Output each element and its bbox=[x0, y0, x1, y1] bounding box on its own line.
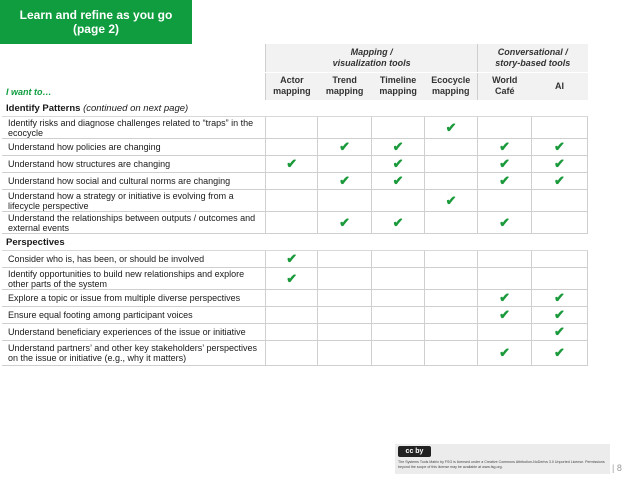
i-want-label: I want to… bbox=[6, 87, 52, 97]
matrix-cell bbox=[372, 341, 425, 366]
row-label: Explore a topic or issue from multiple diverse perspectives bbox=[2, 290, 266, 307]
matrix-cell bbox=[266, 268, 318, 290]
matrix-cell bbox=[478, 290, 532, 307]
matrix-cell bbox=[532, 324, 588, 341]
matrix-cell bbox=[318, 307, 372, 324]
matrix-row bbox=[2, 117, 588, 139]
checkmark-icon: ✔ bbox=[499, 156, 510, 171]
checkmark-icon: ✔ bbox=[339, 173, 351, 188]
matrix-cell bbox=[372, 290, 425, 307]
tool-header-5: AI bbox=[532, 72, 588, 100]
matrix-cell bbox=[532, 341, 588, 366]
matrix-cell bbox=[425, 212, 478, 234]
matrix-row bbox=[2, 173, 588, 190]
row-label: Identify risks and diagnose challenges related to “traps” in the ecocycle bbox=[2, 117, 266, 139]
matrix-cell bbox=[372, 190, 425, 212]
matrix-cell bbox=[318, 251, 372, 268]
matrix-cell bbox=[372, 212, 425, 234]
matrix-cell bbox=[318, 139, 372, 156]
matrix-cell bbox=[532, 173, 588, 190]
tool-header-2: Timeline mapping bbox=[372, 72, 425, 100]
matrix-cell bbox=[532, 190, 588, 212]
matrix-cell bbox=[425, 251, 478, 268]
cc-license-icon: cc by bbox=[398, 446, 431, 457]
license-block bbox=[395, 444, 610, 474]
tool-header-0: Actor mapping bbox=[266, 72, 318, 100]
page-number: | 8 bbox=[612, 463, 622, 473]
matrix-cell bbox=[318, 173, 372, 190]
matrix-cell bbox=[425, 156, 478, 173]
matrix-cell bbox=[318, 290, 372, 307]
matrix-cell bbox=[478, 268, 532, 290]
matrix-cell bbox=[425, 190, 478, 212]
matrix-cell bbox=[266, 324, 318, 341]
matrix-row bbox=[2, 290, 588, 307]
checkmark-icon: ✔ bbox=[286, 270, 298, 286]
checkmark-icon: ✔ bbox=[554, 139, 565, 154]
matrix-cell bbox=[478, 190, 532, 212]
tool-header-1: Trend mapping bbox=[318, 72, 372, 100]
matrix-cell bbox=[532, 251, 588, 268]
matrix-cell bbox=[318, 156, 372, 173]
checkmark-icon: ✔ bbox=[286, 251, 298, 266]
matrix-cell bbox=[266, 117, 318, 139]
row-label: Ensure equal footing among participant voices bbox=[2, 307, 266, 324]
matrix-row bbox=[2, 139, 588, 156]
matrix-cell bbox=[266, 190, 318, 212]
matrix-cell bbox=[266, 139, 318, 156]
matrix-row bbox=[2, 212, 588, 234]
matrix-row bbox=[2, 190, 588, 212]
matrix-cell bbox=[318, 212, 372, 234]
matrix-cell bbox=[318, 117, 372, 139]
matrix-cell bbox=[266, 290, 318, 307]
matrix-cell bbox=[372, 268, 425, 290]
matrix-cell bbox=[425, 117, 478, 139]
checkmark-icon: ✔ bbox=[554, 324, 565, 339]
page-title-banner bbox=[0, 0, 192, 44]
checkmark-icon: ✔ bbox=[286, 156, 298, 171]
matrix-cell bbox=[478, 139, 532, 156]
matrix-cell bbox=[266, 307, 318, 324]
matrix-row bbox=[2, 251, 588, 268]
matrix-cell bbox=[372, 156, 425, 173]
matrix-cell bbox=[532, 268, 588, 290]
row-label: Consider who is, has been, or should be involved bbox=[2, 251, 266, 268]
matrix-cell bbox=[532, 156, 588, 173]
page-title: Learn and refine as you go bbox=[19, 8, 173, 22]
matrix-row bbox=[2, 156, 588, 173]
checkmark-icon: ✔ bbox=[499, 290, 510, 305]
matrix-row bbox=[2, 324, 588, 341]
checkmark-icon: ✔ bbox=[339, 214, 351, 230]
matrix-cell bbox=[372, 117, 425, 139]
checkmark-icon: ✔ bbox=[392, 156, 404, 171]
matrix-cell bbox=[478, 341, 532, 366]
checkmark-icon: ✔ bbox=[499, 214, 510, 230]
row-label: Understand beneficiary experiences of the issue or initiative bbox=[2, 324, 266, 341]
tools-matrix bbox=[2, 44, 588, 366]
matrix-cell bbox=[318, 341, 372, 366]
checkmark-icon: ✔ bbox=[499, 307, 510, 322]
matrix-cell bbox=[425, 290, 478, 307]
matrix-cell bbox=[372, 139, 425, 156]
matrix-cell bbox=[478, 324, 532, 341]
matrix-cell bbox=[372, 173, 425, 190]
matrix-cell bbox=[478, 212, 532, 234]
matrix-cell bbox=[266, 212, 318, 234]
matrix-cell bbox=[318, 324, 372, 341]
section-title: Perspectives bbox=[6, 236, 65, 248]
checkmark-icon: ✔ bbox=[554, 173, 565, 188]
matrix-cell bbox=[425, 139, 478, 156]
checkmark-icon: ✔ bbox=[499, 139, 510, 154]
matrix-cell bbox=[425, 324, 478, 341]
matrix-cell bbox=[425, 268, 478, 290]
matrix-cell bbox=[532, 212, 588, 234]
group-header-conversational: Conversational / story-based tools bbox=[478, 44, 588, 72]
license-text: The Systems Tools Matrix by FSG is licensed under a Creative Commons Attribution-NoDerivs 3.0 Unported License. Permissions beyond the scope of this license may be available at www.fsg.org. bbox=[398, 460, 605, 469]
tool-header-3: Ecocycle mapping bbox=[425, 72, 478, 100]
row-label: Understand how policies are changing bbox=[2, 139, 266, 156]
row-label: Understand how social and cultural norms are changing bbox=[2, 173, 266, 190]
matrix-cell bbox=[478, 251, 532, 268]
checkmark-icon: ✔ bbox=[392, 214, 404, 230]
matrix-cell bbox=[478, 117, 532, 139]
matrix-cell bbox=[425, 341, 478, 366]
matrix-cell bbox=[372, 307, 425, 324]
checkmark-icon: ✔ bbox=[499, 173, 510, 188]
matrix-cell bbox=[372, 251, 425, 268]
page-subtitle: (page 2) bbox=[72, 22, 119, 36]
checkmark-icon: ✔ bbox=[499, 345, 510, 360]
checkmark-icon: ✔ bbox=[392, 139, 404, 154]
matrix-cell bbox=[266, 156, 318, 173]
section-note: (continued on next page) bbox=[83, 102, 189, 114]
section-title: Identify Patterns bbox=[6, 102, 81, 114]
checkmark-icon: ✔ bbox=[445, 119, 457, 135]
matrix-cell bbox=[266, 251, 318, 268]
checkmark-icon: ✔ bbox=[554, 156, 565, 171]
checkmark-icon: ✔ bbox=[445, 192, 457, 208]
matrix-cell bbox=[266, 341, 318, 366]
section-header bbox=[2, 234, 588, 251]
row-label: Understand how structures are changing bbox=[2, 156, 266, 173]
checkmark-icon: ✔ bbox=[554, 345, 565, 360]
matrix-cell bbox=[425, 173, 478, 190]
row-label: Understand how a strategy or initiative is evolving from a lifecycle perspective bbox=[2, 190, 266, 212]
checkmark-icon: ✔ bbox=[392, 173, 404, 188]
checkmark-icon: ✔ bbox=[554, 307, 565, 322]
matrix-cell bbox=[478, 173, 532, 190]
row-label: Understand the relationships between outputs / outcomes and external events bbox=[2, 212, 266, 234]
matrix-cell bbox=[532, 290, 588, 307]
header-blank bbox=[2, 44, 266, 72]
checkmark-icon: ✔ bbox=[339, 139, 351, 154]
row-label: Identify opportunities to build new relationships and explore other parts of the system bbox=[2, 268, 266, 290]
row-label: Understand partners’ and other key stakeholders’ perspectives on the issue or initiative (e.g., why it matters) bbox=[2, 341, 266, 366]
matrix-cell bbox=[425, 307, 478, 324]
matrix-cell bbox=[266, 173, 318, 190]
matrix-cell bbox=[478, 156, 532, 173]
section-header bbox=[2, 100, 588, 117]
group-header-mapping: Mapping / visualization tools bbox=[266, 44, 478, 72]
matrix-cell bbox=[318, 190, 372, 212]
matrix-row bbox=[2, 341, 588, 366]
matrix-cell bbox=[478, 307, 532, 324]
matrix-cell bbox=[532, 139, 588, 156]
tool-header-4: World Café bbox=[478, 72, 532, 100]
matrix-cell bbox=[532, 307, 588, 324]
matrix-cell bbox=[532, 117, 588, 139]
matrix-row bbox=[2, 307, 588, 324]
checkmark-icon: ✔ bbox=[554, 290, 565, 305]
matrix-row bbox=[2, 268, 588, 290]
matrix-cell bbox=[372, 324, 425, 341]
matrix-cell bbox=[318, 268, 372, 290]
